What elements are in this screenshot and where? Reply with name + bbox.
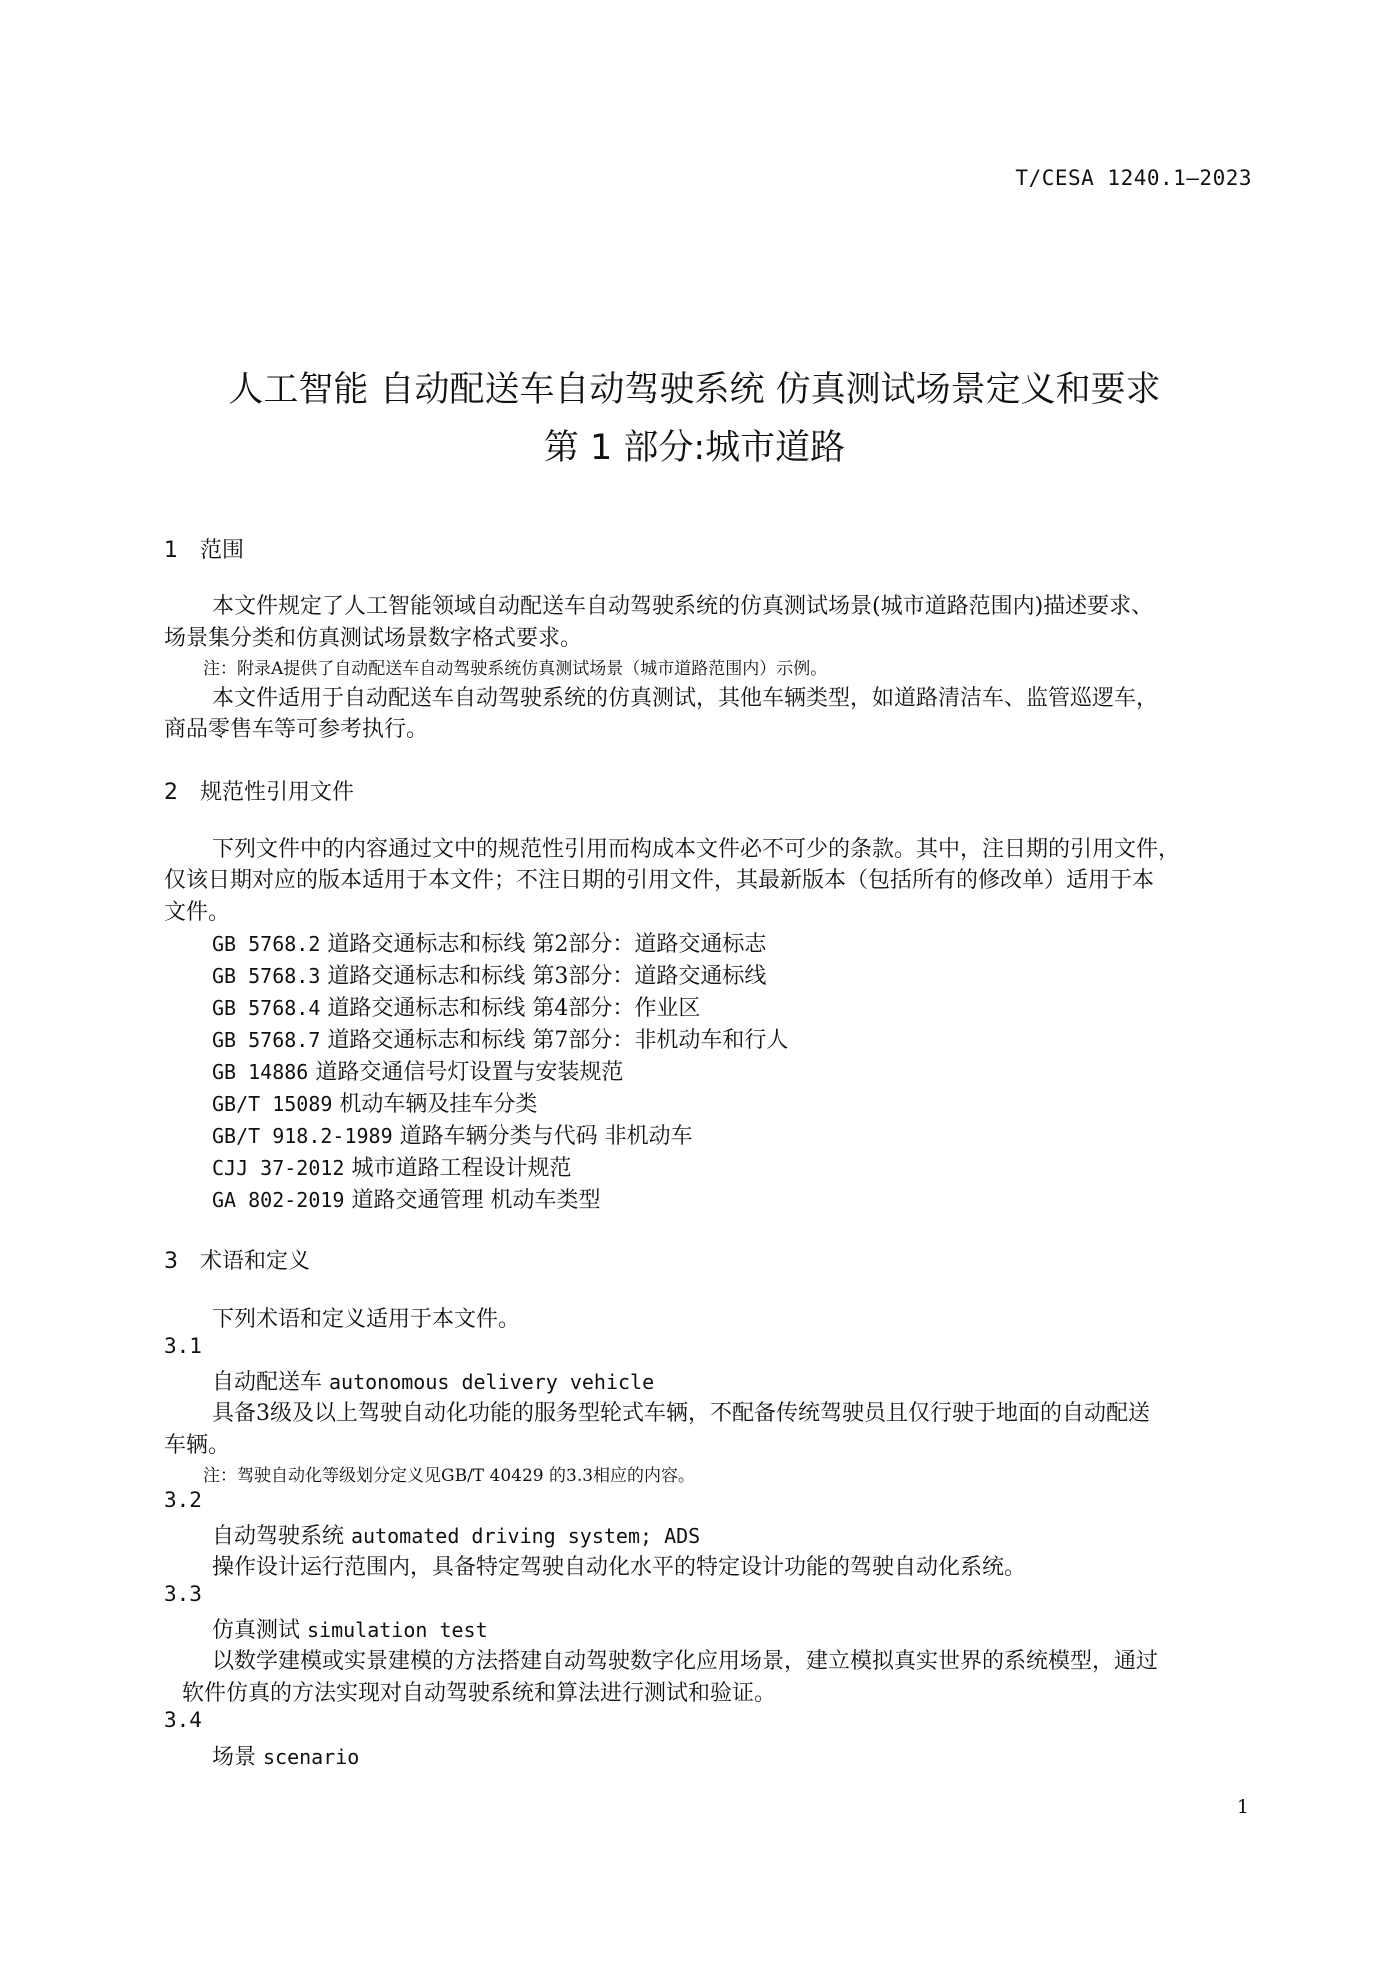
reference-item: CJJ 37-2012 城市道路工程设计规范	[212, 1156, 572, 1181]
section-number: 1	[164, 538, 178, 563]
reference-item: GA 802-2019 道路交通管理 机动车类型	[212, 1188, 601, 1213]
section-number: 3	[164, 1249, 178, 1274]
paragraph: 文件。	[164, 900, 231, 925]
reference-item: GB 5768.3 道路交通标志和标线 第3部分：道路交通标线	[212, 964, 767, 989]
section-heading-scope	[164, 533, 244, 564]
reference-item: GB/T 15089 机动车辆及挂车分类	[212, 1092, 538, 1117]
document-title-line2: 第 1 部分:城市道路	[543, 428, 846, 468]
section-title: 范围	[200, 538, 245, 563]
term-definition: 以数学建模或实景建模的方法搭建自动驾驶数字化应用场景，建立模拟真实世界的系统模型，通过	[212, 1649, 1159, 1674]
paragraph: 下列文件中的内容通过文中的规范性引用而构成本文件必不可少的条款。其中，注日期的引用文件，	[212, 837, 1181, 862]
reference-item: GB 14886 道路交通信号灯设置与安装规范	[212, 1060, 624, 1085]
paragraph: 本文件规定了人工智能领域自动配送车自动驾驶系统的仿真测试场景(城市道路范围内)描述要求、	[212, 594, 1154, 619]
term-entry: 自动配送车 autonomous delivery vehicle	[212, 1370, 655, 1395]
section-heading-terms-definitions	[164, 1244, 310, 1275]
standard-number: T/CESA 1240.1—2023	[1015, 166, 1252, 190]
paragraph: 商品零售车等可参考执行。	[164, 717, 429, 742]
paragraph: 本文件适用于自动配送车自动驾驶系统的仿真测试，其他车辆类型，如道路清洁车、监管巡逻车，	[212, 686, 1159, 711]
term-definition: 具备3级及以上驾驶自动化功能的服务型轮式车辆，不配备传统驾驶员且仅行驶于地面的自动配送	[212, 1401, 1151, 1426]
page-number: 1	[1236, 1796, 1249, 1818]
term-entry: 场景 scenario	[212, 1745, 360, 1770]
term-entry: 自动驾驶系统 automated driving system; ADS	[212, 1524, 701, 1549]
term-definition: 软件仿真的方法实现对自动驾驶系统和算法进行测试和验证。	[182, 1681, 777, 1706]
term-number: 3.1	[164, 1334, 202, 1358]
note: 注：附录A提供了自动配送车自动驾驶系统仿真测试场景（城市道路范围内）示例。	[203, 659, 828, 679]
term-entry: 仿真测试 simulation test	[212, 1618, 488, 1643]
term-definition: 车辆。	[164, 1433, 231, 1458]
section-number: 2	[164, 780, 178, 805]
paragraph: 场景集分类和仿真测试场景数字格式要求。	[164, 626, 583, 651]
term-number: 3.4	[164, 1708, 202, 1732]
reference-item: GB/T 918.2-1989 道路车辆分类与代码 非机动车	[212, 1124, 693, 1149]
reference-item: GB 5768.7 道路交通标志和标线 第7部分：非机动车和行人	[212, 1028, 789, 1053]
reference-item: GB 5768.4 道路交通标志和标线 第4部分：作业区	[212, 996, 701, 1021]
reference-item: GB 5768.2 道路交通标志和标线 第2部分：道路交通标志	[212, 932, 767, 957]
document-title-line1: 人工智能 自动配送车自动驾驶系统 仿真测试场景定义和要求	[228, 370, 1161, 410]
section-title: 规范性引用文件	[200, 780, 355, 805]
paragraph: 仅该日期对应的版本适用于本文件；不注日期的引用文件，其最新版本（包括所有的修改单）适用于本	[164, 868, 1155, 893]
term-definition: 操作设计运行范围内，具备特定驾驶自动化水平的特定设计功能的驾驶自动化系统。	[212, 1555, 1027, 1580]
term-number: 3.2	[164, 1488, 202, 1512]
paragraph: 下列术语和定义适用于本文件。	[212, 1307, 521, 1332]
section-title: 术语和定义	[200, 1249, 311, 1274]
note: 注：驾驶自动化等级划分定义见GB/T 40429 的3.3相应的内容。	[203, 1466, 696, 1486]
section-heading-normative-references	[164, 775, 354, 806]
term-number: 3.3	[164, 1582, 202, 1606]
